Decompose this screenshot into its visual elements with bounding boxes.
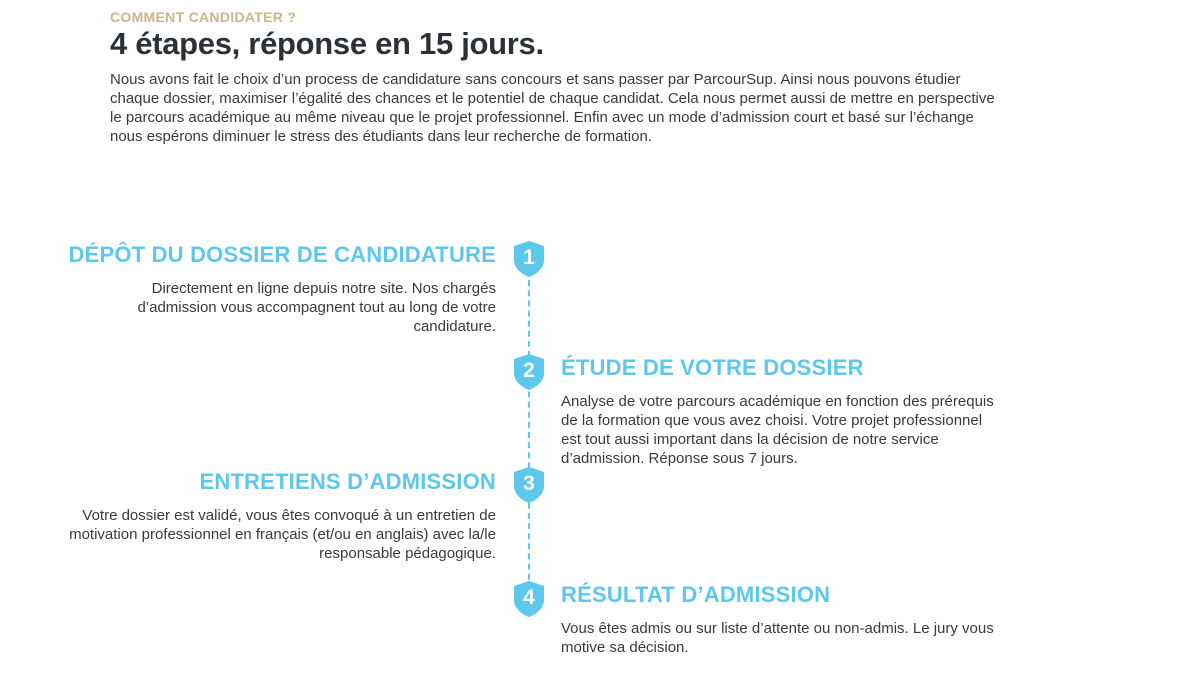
step-1-description: Directement en ligne depuis notre site. Nos chargés d’admission vous accompagnent tout au long de votre candidature.	[137, 280, 496, 335]
step-1-title: DÉPÔT DU DOSSIER DE CANDIDATURE	[68, 242, 496, 267]
step-2-badge	[512, 353, 546, 391]
step-1-number: 1	[523, 246, 535, 269]
step-1-badge	[512, 240, 546, 278]
step-4-description: Vous êtes admis ou sur liste d’attente ou non-admis. Le jury vous motive sa décision.	[561, 620, 994, 656]
step-3-badge	[512, 466, 546, 504]
step-3-title: ENTRETIENS D’ADMISSION	[199, 469, 496, 494]
step-3-description: Votre dossier est validé, vous êtes convoqué à un entretien de motivation professionnel en français (et/ou en anglais) avec la/le responsable pédagogique.	[69, 507, 496, 562]
eyebrow-label: COMMENT CANDIDATER ?	[110, 9, 297, 25]
step-4-number: 4	[523, 586, 535, 609]
intro-paragraph: Nous avons fait le choix d’un process de candidature sans concours et sans passer par ParcourSup. Ainsi nous pouvons étudier chaque dossier, maximiser l’égalité des chances et le potentiel de chaque candidat. Cela nous permet aussi de mettre en perspective le parcours académique au même niveau que le projet professionnel. Enfin avec un mode d’admission court et basé sur l’échange nous espérons diminuer le stress des étudiants dans leur recherche de formation.	[110, 71, 995, 145]
step-2-description: Analyse de votre parcours académique en fonction des prérequis de la formation que vous avez choisi. Votre projet professionnel est tout aussi important dans la décision de notre service d’admission. Réponse sous 7 jours.	[561, 393, 994, 467]
timeline-dashed-line	[528, 270, 530, 600]
step-2-title: ÉTUDE DE VOTRE DOSSIER	[561, 355, 864, 380]
page-title: 4 étapes, réponse en 15 jours.	[110, 26, 544, 61]
step-4-badge	[512, 580, 546, 618]
step-3-number: 3	[523, 472, 535, 495]
step-2-number: 2	[523, 359, 535, 382]
step-4-title: RÉSULTAT D’ADMISSION	[561, 582, 831, 607]
